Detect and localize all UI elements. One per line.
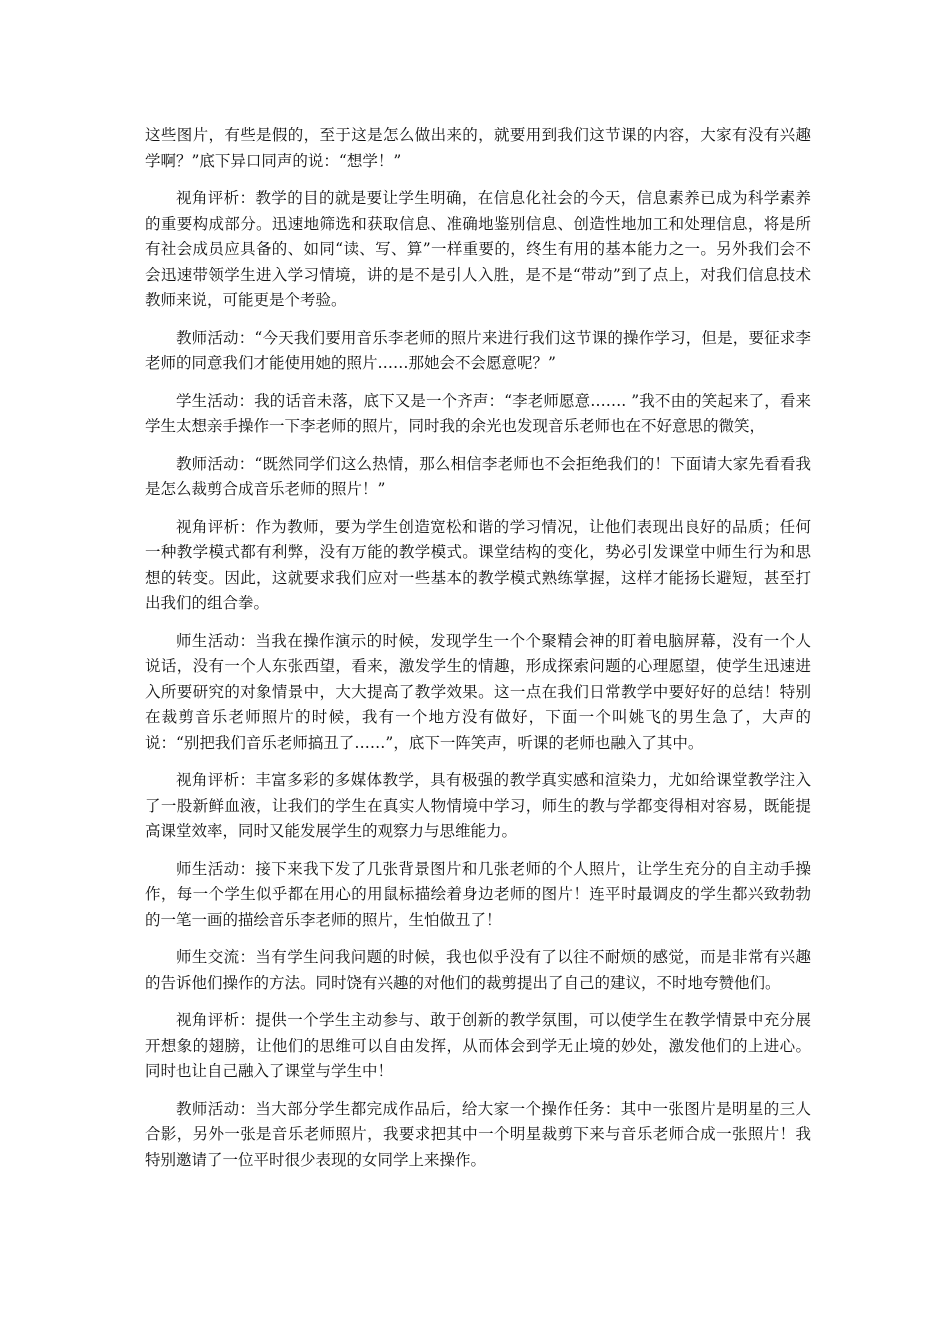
paragraph: 视角评析：教学的目的就是要让学生明确，在信息化社会的今天，信息素养已成为科学素养的重要构成部分。迅速地筛选和获取信息、准确地鉴别信息、创造性地加工和处理信息，将是所有社会成员应具备的、如同“读、写、算”一样重要的，终生有用的基本能力之一。另外我们会不会迅速带领学生进入学习情境，讲的是不是引人入胜，是不是“带动”到了点上，对我们信息技术教师来说，可能更是个考验。 bbox=[145, 189, 811, 309]
paragraph: 教师活动：“既然同学们这么热情，那么相信李老师也不会拒绝我们的！下面请大家先看看我是怎么裁剪合成音乐老师的照片！” bbox=[145, 454, 811, 498]
paragraph: 师生交流：当有学生问我问题的时候，我也似乎没有了以往不耐烦的感觉，而是非常有兴趣的告诉他们操作的方法。同时饶有兴趣的对他们的裁剪提出了自己的建议，不时地夸赞他们。 bbox=[145, 948, 811, 992]
paragraph: 师生活动：接下来我下发了几张背景图片和几张老师的个人照片，让学生充分的自主动手操作，每一个学生似乎都在用心的用鼠标描绘着身边老师的图片！连平时最调皮的学生都兴致勃勃的一笔一画的描绘音乐李老师的照片，生怕做丑了！ bbox=[145, 859, 811, 929]
paragraph: 这些图片，有些是假的，至于这是怎么做出来的，就要用到我们这节课的内容，大家有没有兴趣学啊？”底下异口同声的说：“想学！” bbox=[145, 126, 811, 170]
document-body bbox=[145, 123, 811, 1185]
paragraph: 师生活动：当我在操作演示的时候，发现学生一个个聚精会神的盯着电脑屏幕，没有一个人说话，没有一个人东张西望，看来，激发学生的情趣，形成探索问题的心理愿望，使学生迅速进入所要研究的对象情景中，大大提高了教学效果。这一点在我们日常教学中要好好的总结！特别在裁剪音乐老师照片的时候，我有一个地方没有做好，下面一个叫姚飞的男生急了，大声的说：“别把我们音乐老师搞丑了……”，底下一阵笑声，听课的老师也融入了其中。 bbox=[145, 631, 811, 752]
paragraph: 视角评析：作为教师，要为学生创造宽松和谐的学习情况，让他们表现出良好的品质；任何一种教学模式都有利弊，没有万能的教学模式。课堂结构的变化，势必引发课堂中师生行为和思想的转变。因此，这就要求我们应对一些基本的教学模式熟练掌握，这样才能扬长避短，甚至打出我们的组合拳。 bbox=[145, 517, 811, 612]
paragraph: 学生活动：我的话音未落，底下又是一个齐声：“李老师愿意……. ”我不由的笑起来了，看来学生太想亲手操作一下李老师的照片，同时我的余光也发现音乐老师也在不好意思的微笑， bbox=[145, 391, 811, 435]
paragraph: 教师活动：当大部分学生都完成作品后，给大家一个操作任务：其中一张图片是明星的三人合影，另外一张是音乐老师照片，我要求把其中一个明星裁剪下来与音乐老师合成一张照片！我特别邀请了一位平时很少表现的女同学上来操作。 bbox=[145, 1099, 811, 1169]
paragraph: 教师活动：“今天我们要用音乐李老师的照片来进行我们这节课的操作学习，但是，要征求李老师的同意我们才能使用她的照片……那她会不会愿意呢？” bbox=[145, 328, 811, 372]
paragraph: 视角评析：丰富多彩的多媒体教学，具有极强的教学真实感和渲染力，尤如给课堂教学注入了一股新鲜血液，让我们的学生在真实人物情境中学习，师生的教与学都变得相对容易，既能提高课堂效率，同时又能发展学生的观察力与思维能力。 bbox=[145, 771, 811, 840]
paragraph: 视角评析：提供一个学生主动参与、敢于创新的教学氛围，可以使学生在教学情景中充分展开想象的翅膀，让他们的思维可以自由发挥，从而体会到学无止境的妙处，激发他们的上进心。同时也让自己融入了课堂与学生中！ bbox=[145, 1011, 811, 1080]
